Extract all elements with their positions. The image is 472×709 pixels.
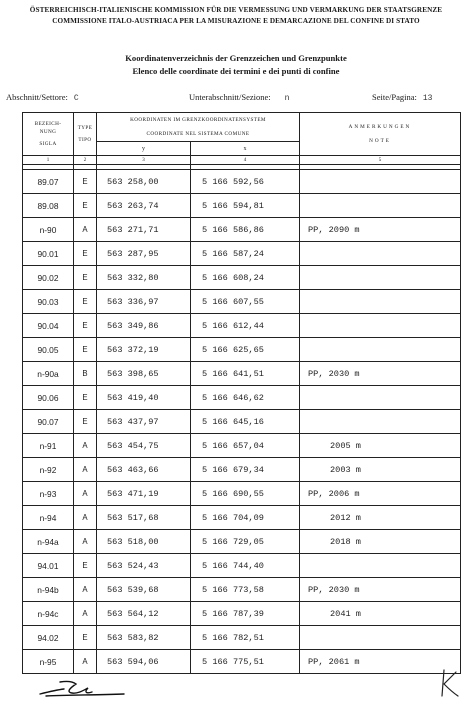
designation-cell: n-94a	[23, 530, 74, 554]
x-coordinate-cell: 5 166 612,44	[191, 314, 300, 338]
designation-cell: n-90a	[23, 362, 74, 386]
note-cell	[300, 338, 461, 362]
type-cell: E	[74, 242, 97, 266]
type-header: TYPE TIPO	[74, 113, 97, 156]
type-cell: E	[74, 554, 97, 578]
table-row	[23, 554, 461, 578]
y-coordinate-cell: 563 518,00	[97, 530, 191, 554]
signature-mark	[38, 676, 128, 700]
x-coordinate-cell: 5 166 744,40	[191, 554, 300, 578]
designation-cell: n-92	[23, 458, 74, 482]
note-cell: 2041 m	[300, 602, 461, 626]
x-coordinate-cell: 5 166 641,51	[191, 362, 300, 386]
document-title-italian: Elenco delle coordinate dei termini e dei punti di confine	[132, 66, 340, 76]
table-row	[23, 218, 461, 242]
y-header: y	[97, 142, 191, 156]
type-cell: A	[74, 530, 97, 554]
y-coordinate-cell: 563 258,00	[97, 170, 191, 194]
section-label: Abschnitt/Settore:	[6, 92, 68, 102]
type-cell: E	[74, 338, 97, 362]
designation-header: BEZEICH- NUNG SIGLA	[23, 113, 74, 156]
column-number: 1	[23, 156, 74, 165]
designation-cell: 90.04	[23, 314, 74, 338]
table-row	[23, 506, 461, 530]
table-row	[23, 338, 461, 362]
designation-cell: 90.02	[23, 266, 74, 290]
y-coordinate-cell: 563 263,74	[97, 194, 191, 218]
table-row	[23, 194, 461, 218]
designation-cell: 90.03	[23, 290, 74, 314]
table-row	[23, 290, 461, 314]
note-cell	[300, 170, 461, 194]
table-row	[23, 410, 461, 434]
x-coordinate-cell: 5 166 592,56	[191, 170, 300, 194]
type-cell: A	[74, 602, 97, 626]
subsection-value: n	[284, 94, 290, 103]
subsection-label: Unterabschnitt/Sezione:	[189, 92, 271, 102]
designation-cell: 89.08	[23, 194, 74, 218]
x-header: x	[191, 142, 300, 156]
y-coordinate-cell: 563 419,40	[97, 386, 191, 410]
commission-name-german: ÖSTERREICHISCH-ITALIENISCHE KOMMISSION FÜR DIE VERMESSUNG UND VERMARKUNG DER STAATSGRENZE	[29, 6, 443, 14]
document-title-german: Koordinatenverzeichnis der Grenzzeichen und Grenzpunkte	[125, 53, 347, 63]
type-cell: E	[74, 626, 97, 650]
type-cell: A	[74, 458, 97, 482]
table-row	[23, 458, 461, 482]
initial-mark	[436, 668, 462, 700]
designation-cell: n-94	[23, 506, 74, 530]
type-cell: A	[74, 218, 97, 242]
y-coordinate-cell: 563 372,19	[97, 338, 191, 362]
note-cell: 2012 m	[300, 506, 461, 530]
note-cell	[300, 554, 461, 578]
x-coordinate-cell: 5 166 775,51	[191, 650, 300, 674]
designation-cell: n-90	[23, 218, 74, 242]
y-coordinate-cell: 563 583,82	[97, 626, 191, 650]
table-row	[23, 386, 461, 410]
y-coordinate-cell: 563 524,43	[97, 554, 191, 578]
note-cell	[300, 290, 461, 314]
table-row	[23, 434, 461, 458]
table-row	[23, 578, 461, 602]
y-coordinate-cell: 563 398,65	[97, 362, 191, 386]
section-value: C	[73, 94, 79, 103]
subsection-info	[189, 92, 289, 103]
coordinates-table	[22, 112, 461, 674]
note-cell: 2005 m	[300, 434, 461, 458]
note-cell	[300, 194, 461, 218]
x-coordinate-cell: 5 166 594,81	[191, 194, 300, 218]
coordinates-header-italian: COORDINATE NEL SISTEMA COMUNE	[97, 127, 300, 142]
y-coordinate-cell: 563 349,86	[97, 314, 191, 338]
y-coordinate-cell: 563 539,68	[97, 578, 191, 602]
table-row	[23, 266, 461, 290]
note-cell: 2018 m	[300, 530, 461, 554]
x-coordinate-cell: 5 166 787,39	[191, 602, 300, 626]
x-coordinate-cell: 5 166 625,65	[191, 338, 300, 362]
type-cell: A	[74, 434, 97, 458]
column-number: 4	[191, 156, 300, 165]
note-cell	[300, 386, 461, 410]
x-coordinate-cell: 5 166 646,62	[191, 386, 300, 410]
designation-cell: n-94b	[23, 578, 74, 602]
y-coordinate-cell: 563 454,75	[97, 434, 191, 458]
commission-name-italian: COMMISSIONE ITALO-AUSTRIACA PER LA MISURAZIONE E DEMARCAZIONE DEL CONFINE DI STATO	[52, 17, 420, 25]
table-row	[23, 242, 461, 266]
page-info	[372, 92, 432, 103]
note-cell	[300, 314, 461, 338]
y-coordinate-cell: 563 564,12	[97, 602, 191, 626]
y-coordinate-cell: 563 471,19	[97, 482, 191, 506]
note-cell: PP, 2006 m	[300, 482, 461, 506]
designation-cell: 94.02	[23, 626, 74, 650]
type-cell: A	[74, 506, 97, 530]
designation-cell: 90.01	[23, 242, 74, 266]
y-coordinate-cell: 563 287,95	[97, 242, 191, 266]
designation-cell: n-94c	[23, 602, 74, 626]
x-coordinate-cell: 5 166 645,16	[191, 410, 300, 434]
note-cell	[300, 410, 461, 434]
column-number: 3	[97, 156, 191, 165]
x-coordinate-cell: 5 166 607,55	[191, 290, 300, 314]
y-coordinate-cell: 563 517,68	[97, 506, 191, 530]
designation-cell: 90.06	[23, 386, 74, 410]
designation-cell: 89.07	[23, 170, 74, 194]
note-cell: 2003 m	[300, 458, 461, 482]
designation-cell: 90.07	[23, 410, 74, 434]
table-row	[23, 530, 461, 554]
x-coordinate-cell: 5 166 586,86	[191, 218, 300, 242]
coordinates-header-german: KOORDINATEN IM GRENZKOORDINATENSYSTEM	[97, 113, 300, 128]
designation-cell: n-91	[23, 434, 74, 458]
x-coordinate-cell: 5 166 782,51	[191, 626, 300, 650]
type-cell: E	[74, 194, 97, 218]
x-coordinate-cell: 5 166 587,24	[191, 242, 300, 266]
table-row	[23, 650, 461, 674]
table-row	[23, 602, 461, 626]
y-coordinate-cell: 563 332,80	[97, 266, 191, 290]
y-coordinate-cell: 563 271,71	[97, 218, 191, 242]
x-coordinate-cell: 5 166 729,05	[191, 530, 300, 554]
type-cell: E	[74, 290, 97, 314]
section-info	[6, 92, 79, 103]
page-value: 13	[422, 94, 433, 103]
column-number: 2	[74, 156, 97, 165]
table-row	[23, 362, 461, 386]
type-cell: A	[74, 482, 97, 506]
type-cell: E	[74, 386, 97, 410]
table-row	[23, 314, 461, 338]
designation-cell: n-95	[23, 650, 74, 674]
designation-cell: 94.01	[23, 554, 74, 578]
x-coordinate-cell: 5 166 679,34	[191, 458, 300, 482]
type-cell: E	[74, 170, 97, 194]
note-cell	[300, 266, 461, 290]
note-cell	[300, 626, 461, 650]
designation-cell: n-93	[23, 482, 74, 506]
type-cell: E	[74, 314, 97, 338]
y-coordinate-cell: 563 336,97	[97, 290, 191, 314]
page-label: Seite/Pagina:	[372, 92, 417, 102]
note-cell: PP, 2090 m	[300, 218, 461, 242]
type-cell: E	[74, 410, 97, 434]
table-row	[23, 626, 461, 650]
x-coordinate-cell: 5 166 773,58	[191, 578, 300, 602]
note-cell: PP, 2030 m	[300, 578, 461, 602]
type-cell: A	[74, 578, 97, 602]
note-cell: PP, 2061 m	[300, 650, 461, 674]
designation-cell: 90.05	[23, 338, 74, 362]
note-cell: PP, 2030 m	[300, 362, 461, 386]
type-cell: B	[74, 362, 97, 386]
type-cell: E	[74, 266, 97, 290]
type-cell: A	[74, 650, 97, 674]
x-coordinate-cell: 5 166 690,55	[191, 482, 300, 506]
column-number: 5	[300, 156, 461, 165]
notes-header: ANMERKUNGEN NOTE	[300, 113, 461, 156]
table-row	[23, 170, 461, 194]
y-coordinate-cell: 563 594,06	[97, 650, 191, 674]
x-coordinate-cell: 5 166 657,04	[191, 434, 300, 458]
y-coordinate-cell: 563 463,66	[97, 458, 191, 482]
note-cell	[300, 242, 461, 266]
y-coordinate-cell: 563 437,97	[97, 410, 191, 434]
x-coordinate-cell: 5 166 608,24	[191, 266, 300, 290]
x-coordinate-cell: 5 166 704,09	[191, 506, 300, 530]
table-row	[23, 482, 461, 506]
